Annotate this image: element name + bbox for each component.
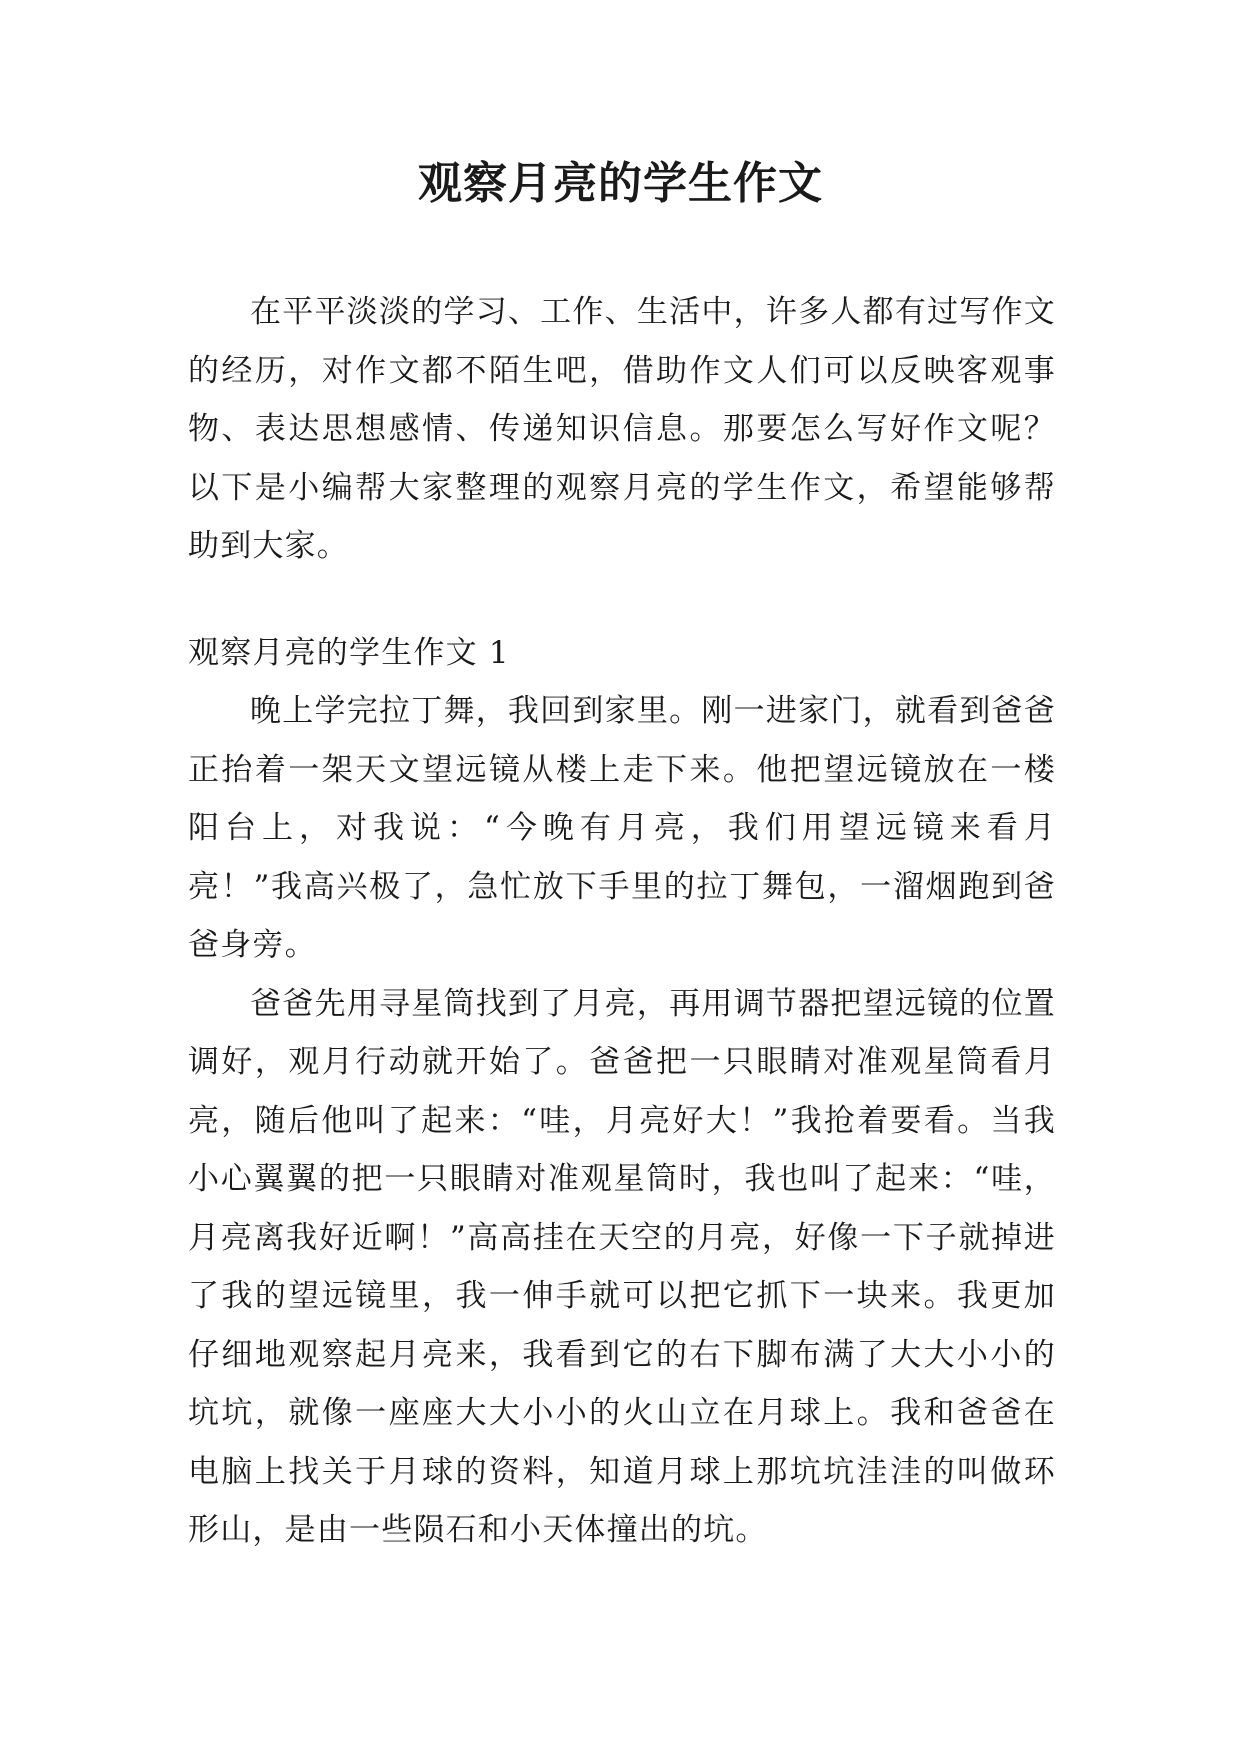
document-body xyxy=(188,283,1056,1560)
body-paragraph-2: 爸爸先用寻星筒找到了月亮，再用调节器把望远镜的位置调好，观月行动就开始了。爸爸把一只眼睛对准观星筒看月亮，随后他叫了起来：“哇，月亮好大！”我抢着要看。当我小心翼翼的把一只眼睛对准观星筒时，我也叫了起来：“哇，月亮离我好近啊！”高高挂在天空的月亮，好像一下子就掉进了我的望远镜里，我一伸手就可以把它抓下一块来。我更加仔细地观察起月亮来，我看到它的右下脚布满了大大小小的坑坑，就像一座座大大小小的火山立在月球上。我和爸爸在电脑上找关于月球的资料，知道月球上那坑坑洼洼的叫做环形山，是由一些陨石和小天体撞出的坑。 xyxy=(188,985,1056,1548)
intro-paragraph: 在平平淡淡的学习、工作、生活中，许多人都有过写作文的经历，对作文都不陌生吧，借助作文人们可以反映客观事物、表达思想感情、传递知识信息。那要怎么写好作文呢？以下是小编帮大家整理的观察月亮的学生作文，希望能够帮助到大家。 xyxy=(188,294,1056,564)
document-title: 观察月亮的学生作文 xyxy=(418,158,823,209)
section-heading: 观察月亮的学生作文 1 xyxy=(188,634,510,671)
body-paragraph-1: 晚上学完拉丁舞，我回到家里。刚一进家门，就看到爸爸正抬着一架天文望远镜从楼上走下来。他把望远镜放在一楼阳台上，对我说：“今晚有月亮，我们用望远镜来看月亮！”我高兴极了，急忙放下手里的拉丁舞包，一溜烟跑到爸爸身旁。 xyxy=(188,693,1056,963)
